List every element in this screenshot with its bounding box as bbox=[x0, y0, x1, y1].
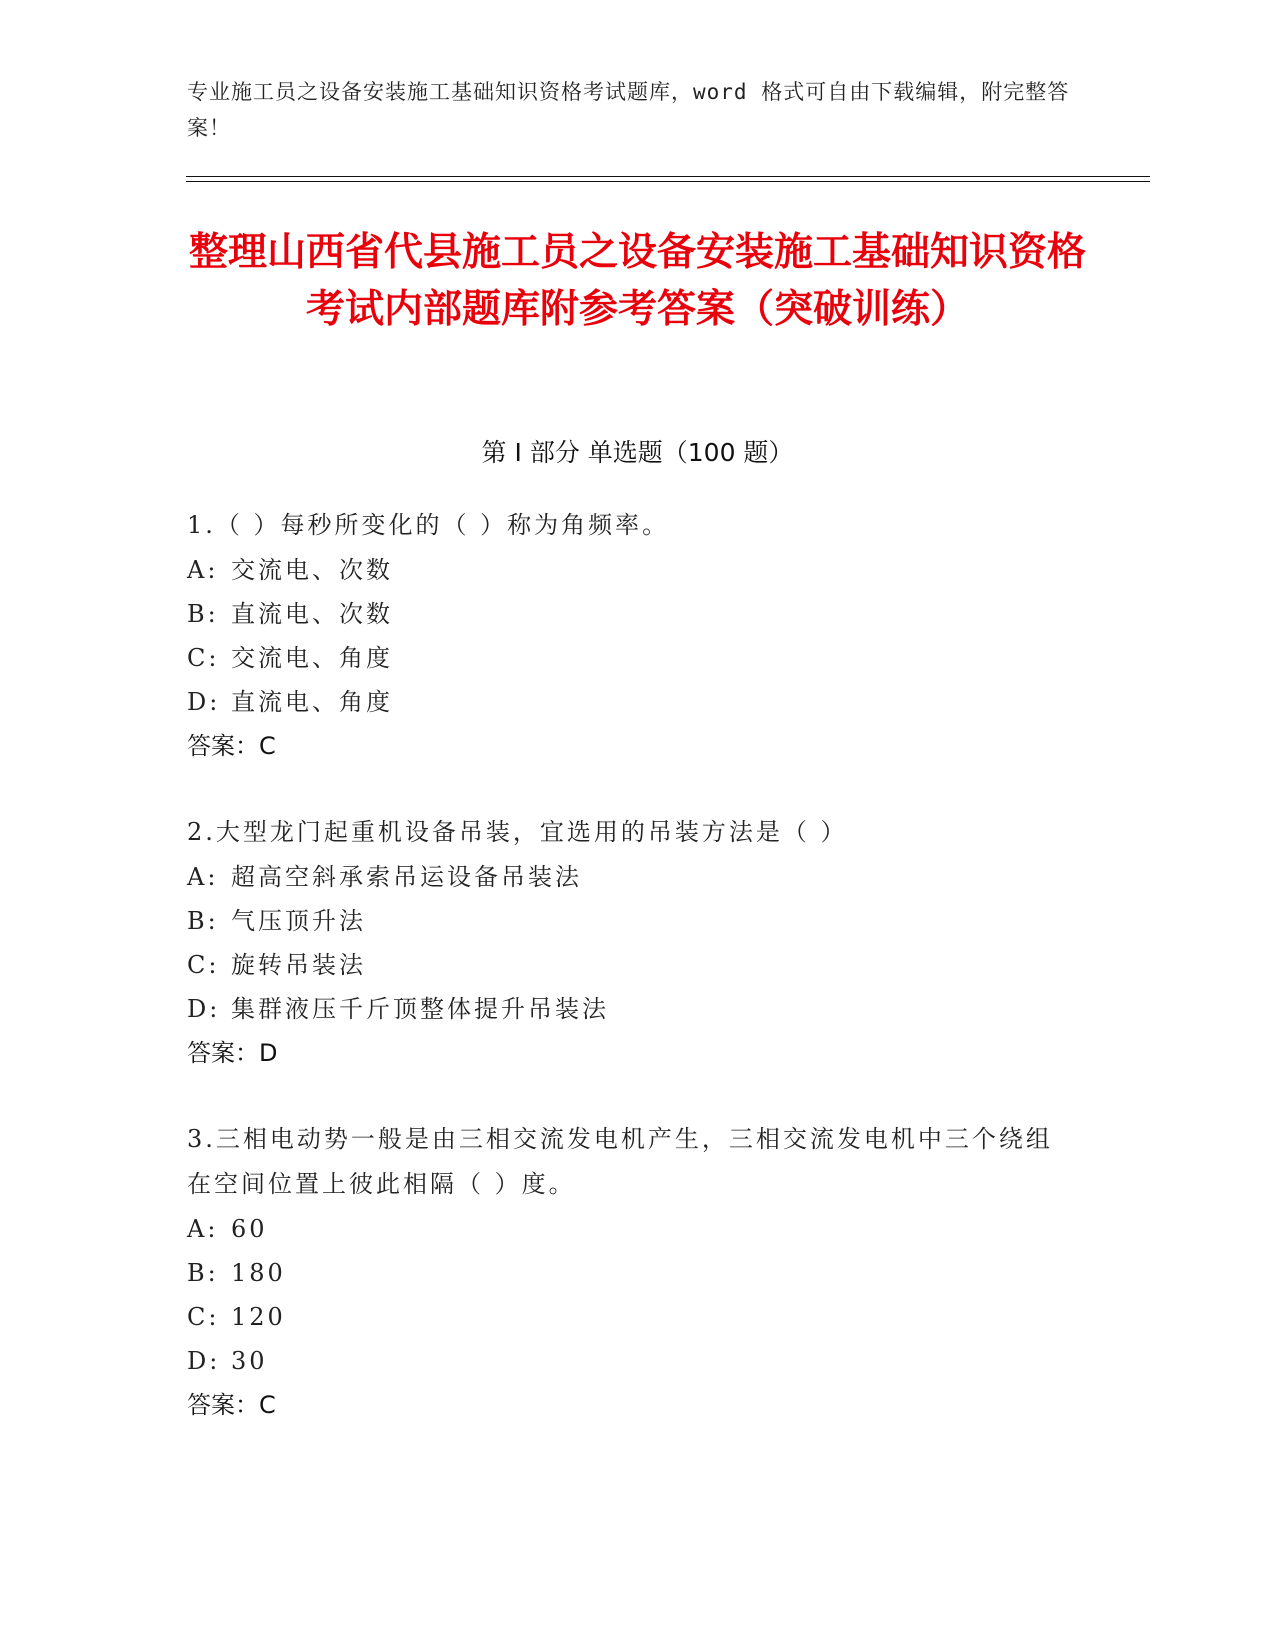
option-text: 集群液压千斤顶整体提升吊装法 bbox=[231, 995, 609, 1023]
option-text: 直流电、次数 bbox=[231, 600, 393, 628]
question-1-option-d bbox=[187, 680, 1057, 725]
option-letter: D: bbox=[187, 688, 221, 716]
question-3-option-b bbox=[187, 1251, 1057, 1296]
question-3-text: 3.三相电动势一般是由三相交流发电机产生，三相交流发电机中三个绕组在空间位置上彼此相隔（ ）度。 bbox=[187, 1125, 1053, 1198]
document-title: 整理山西省代县施工员之设备安装施工基础知识资格考试内部题库附参考答案（突破训练） bbox=[188, 230, 1086, 332]
option-text: 180 bbox=[231, 1259, 286, 1287]
option-letter: C: bbox=[187, 951, 220, 979]
option-text: 30 bbox=[231, 1347, 268, 1375]
question-2-text: 2.大型龙门起重机设备吊装，宜选用的吊装方法是（ ） bbox=[187, 818, 848, 846]
option-letter: C: bbox=[187, 644, 220, 672]
option-letter: C: bbox=[187, 1303, 220, 1331]
question-3-option-a bbox=[187, 1207, 1057, 1252]
option-text: 气压顶升法 bbox=[231, 907, 366, 935]
header-divider-bottom bbox=[186, 181, 1150, 182]
option-text: 旋转吊装法 bbox=[231, 951, 366, 979]
option-text: 直流电、角度 bbox=[231, 688, 393, 716]
question-1-answer: 答案：C bbox=[187, 732, 276, 760]
question-1-option-b bbox=[187, 592, 1057, 637]
question-2-option-a bbox=[187, 855, 1057, 900]
section-heading: 第 I 部分 单选题（100 题） bbox=[481, 438, 794, 467]
question-2-option-b bbox=[187, 899, 1057, 944]
option-letter: B: bbox=[187, 600, 219, 628]
option-letter: A: bbox=[187, 1215, 219, 1243]
question-1-option-c bbox=[187, 636, 1057, 681]
header-divider-top bbox=[186, 176, 1150, 177]
option-text: 超高空斜承索吊运设备吊装法 bbox=[231, 863, 582, 891]
option-letter: A: bbox=[187, 556, 219, 584]
option-text: 60 bbox=[231, 1215, 268, 1243]
question-2-answer: 答案：D bbox=[187, 1039, 278, 1067]
header-note: 专业施工员之设备安装施工基础知识资格考试题库，word 格式可自由下载编辑，附完整答案！ bbox=[187, 80, 1070, 140]
question-1-option-a bbox=[187, 548, 1057, 593]
option-letter: A: bbox=[187, 863, 219, 891]
option-letter: B: bbox=[187, 1259, 219, 1287]
option-text: 120 bbox=[231, 1303, 286, 1331]
option-text: 交流电、次数 bbox=[231, 556, 393, 584]
option-letter: D: bbox=[187, 1347, 221, 1375]
question-2-option-d bbox=[187, 987, 1057, 1032]
option-letter: B: bbox=[187, 907, 219, 935]
question-3-option-d bbox=[187, 1339, 1057, 1384]
question-2-option-c bbox=[187, 943, 1057, 988]
option-text: 交流电、角度 bbox=[231, 644, 393, 672]
question-3-option-c bbox=[187, 1295, 1057, 1340]
option-letter: D: bbox=[187, 995, 221, 1023]
question-1-text: 1.（ ）每秒所变化的（ ）称为角频率。 bbox=[187, 511, 670, 539]
question-3-answer: 答案：C bbox=[187, 1391, 276, 1419]
